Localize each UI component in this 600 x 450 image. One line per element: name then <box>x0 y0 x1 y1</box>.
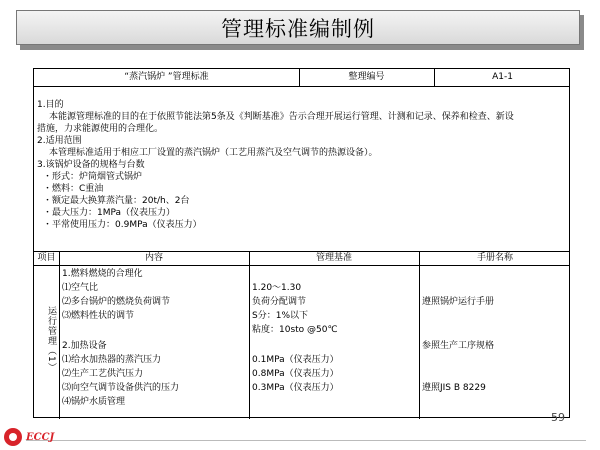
content-line: ⑴给水加热器的蒸汽压力 <box>62 355 162 365</box>
number-label: 整理编号 <box>348 72 385 82</box>
column-header-standard: 管理基准 <box>315 253 352 263</box>
eccj-logo <box>4 428 54 446</box>
page-title: 管理标准编制例 <box>221 16 375 41</box>
manual-line <box>422 395 494 409</box>
doc-name: “蒸汽锅炉 ”管理标准 <box>124 72 209 82</box>
spec-item: ・平常使用压力：0.9MPa（仪表压力） <box>43 220 202 230</box>
standard-line: 0.1MPa（仪表压力） <box>252 355 339 365</box>
standard-line <box>252 339 339 353</box>
section-heading: 2.适用范围 <box>37 136 82 146</box>
content-column <box>62 267 179 409</box>
content-line: 2.加热设备 <box>62 341 107 351</box>
body-line: 本能源管理标准的目的在于依照节能法第5条及《判断基准》告示合理开展运行管理、计测和记录、保养和检查、新设 <box>49 112 514 122</box>
body-line: 本管理标准适用于相应工厂设置的蒸汽锅炉（工艺用蒸汽及空气调节的热源设备）。 <box>49 148 378 158</box>
content-line <box>62 323 179 339</box>
standard-line: 1.20～1.30 <box>252 283 302 293</box>
header-divider-2 <box>434 69 435 86</box>
standard-line: 粘度：10sto @50℃ <box>252 325 338 335</box>
column-header-item: 项目 <box>37 253 56 263</box>
title-banner <box>16 10 584 50</box>
manual-line: 遵照锅炉运行手册 <box>422 297 495 307</box>
logo-mark-icon <box>4 428 22 446</box>
title-box <box>16 10 580 45</box>
standard-line: 0.3MPa（仪表压力） <box>252 383 339 393</box>
body-text <box>37 99 567 231</box>
content-line: ⑷锅炉水质管理 <box>62 397 126 407</box>
manual-line <box>422 353 494 367</box>
manual-column <box>422 267 494 409</box>
column-header-manual: 手册名称 <box>476 253 513 263</box>
page-number: 59 <box>551 411 565 424</box>
standard-line <box>252 395 339 409</box>
manual-line <box>422 367 494 381</box>
item-label: 运行管理（1） <box>46 305 56 373</box>
standard-document <box>33 68 570 418</box>
header-divider-1 <box>299 69 300 86</box>
standard-line: S分：1%以下 <box>252 311 308 321</box>
number-value: A1-1 <box>492 72 513 82</box>
content-line: ⑶向空气调节设备供汽的压力 <box>62 383 180 393</box>
standard-column <box>252 267 339 409</box>
content-line: 1.燃料燃烧的合理化 <box>62 269 143 279</box>
standard-line: 0.8MPa（仪表压力） <box>252 369 339 379</box>
standard-line <box>252 267 339 281</box>
spec-item: ・燃料：C重油 <box>43 184 104 194</box>
manual-line <box>422 267 494 281</box>
manual-line <box>422 323 494 339</box>
footer-rule <box>26 440 586 441</box>
content-line: ⑴空气比 <box>62 283 99 293</box>
manual-line <box>422 309 494 323</box>
manual-line: 遵照JIS B 8229 <box>422 383 486 393</box>
section-heading: 3.该锅炉设备的规格与台数 <box>37 160 145 170</box>
logo-text: ECCJ <box>26 431 55 443</box>
manual-line <box>422 281 494 295</box>
spec-item: ・形式：炉筒烟管式锅炉 <box>43 172 143 182</box>
content-line: ⑵生产工艺供汽压力 <box>62 369 144 379</box>
spec-item: ・最大压力：1MPa（仪表压力） <box>43 208 176 218</box>
column-header-content: 内容 <box>144 253 163 263</box>
body-line: 措施，力求能源使用的合理化。 <box>37 124 164 134</box>
column-divider-2 <box>249 251 250 419</box>
section-heading: 1.目的 <box>37 100 64 110</box>
manual-line: 参照生产工序规格 <box>422 341 495 351</box>
spec-item: ・额定最大换算蒸汽量：20t/h、2台 <box>43 196 190 206</box>
content-line: ⑶燃料性状的调节 <box>62 311 135 321</box>
table-header-line <box>34 265 569 266</box>
header-row <box>34 69 569 87</box>
content-line: ⑵多台锅炉的燃烧负荷调节 <box>62 297 171 307</box>
column-divider-1 <box>59 251 60 419</box>
column-divider-3 <box>419 251 420 419</box>
standard-line: 负荷分配调节 <box>252 297 307 307</box>
